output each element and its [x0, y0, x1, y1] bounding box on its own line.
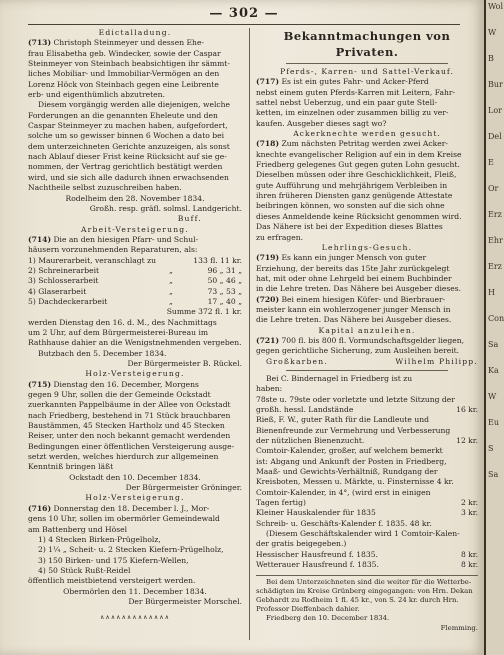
donation-line: schädigten im Kreise Grünberg eingegangen: von Hrn. Dekan: [256, 586, 473, 595]
wood-item: 2) 1¼ „ Scheit- u. 2 Stecken Kiefern-Prügelholz,: [38, 545, 224, 555]
book-note: (Diesem Geschäftskalender wird 1 Comtoir-Kalen-: [266, 529, 460, 539]
donation-line: Bei dem Unterzeichneten sind die weiter für die Wetterbe-: [266, 577, 472, 586]
notice-line: meister kann ein wohlerzogener junger Mensch in: [256, 304, 451, 314]
notice-line: zuerkannten Pappelbäume in der Allee von Ockstadt: [28, 400, 231, 410]
notice-line: liches Mobiliar- und Immobiliar-Vermögen an den: [28, 69, 220, 79]
notice-721: [256, 336, 478, 346]
notice-text: Donnerstag den 18. December l. J., Mor-: [53, 503, 210, 513]
notice-718: [256, 139, 478, 149]
page-header: [28, 6, 460, 25]
section-heading-arbeit-versteigerung: Arbeit-Versteigerung.: [81, 224, 189, 234]
notice-line: Bedingungen einer öffentlichen Versteigerung ausge-: [28, 441, 235, 451]
notice-line: Dieselben müssen oder ihre Geschicklichkeit, Fleiß,: [256, 170, 457, 180]
title-rule: [286, 63, 448, 64]
notice-date: Butzbach den 5. December 1834.: [38, 348, 167, 358]
donation-signature: Flemming.: [440, 623, 478, 632]
notice-line: erb- und eigenthümlich abzutreten.: [28, 90, 165, 100]
repair-item: [28, 256, 242, 266]
repair-label: 3) Schlosserarbeit: [28, 276, 99, 286]
book-item: [256, 550, 478, 560]
adjacent-page-fragment: Ka: [488, 366, 499, 375]
notice-signature: Wilhelm Philipp.: [395, 356, 478, 366]
notice-line: nommen, der Vertrag gerichtlich bestätigt werden: [28, 162, 223, 172]
notice-text: Dienstag den 16. December, Morgens: [53, 379, 199, 389]
section-heading-kapital: Kapital anzuleihen.: [318, 325, 416, 335]
book-price: 16 kr.: [456, 405, 478, 414]
notice-number: (713): [28, 38, 52, 48]
repair-amount: 17 „ 40 „: [207, 296, 242, 306]
right-column: [256, 28, 478, 633]
wood-item: 3) 150 Birken- und 175 Kiefern-Wellen,: [38, 555, 189, 565]
notice-line: um 2 Uhr, auf dem Bürgermeisterei-Bureau im: [28, 327, 209, 337]
column-divider: [249, 28, 250, 640]
repair-sum: Summe 372 fl. 1 kr.: [166, 307, 242, 317]
notice-number: (718): [256, 139, 280, 149]
adjacent-page-fragment: Con: [488, 314, 504, 323]
notice-line: Steinmeyer von Steinbach beabsichtigen ihr sämmt-: [28, 59, 230, 69]
notice-text: 700 fl. bis 800 fl. Vormundschaftsgelder liegen,: [281, 335, 465, 345]
repair-item: [28, 287, 242, 297]
donation-line: Gebhardt zu Rodheim 1 fl. 45 kr., von S. 24 kr. durch Hrn.: [256, 595, 459, 604]
notice-text: Zum nächsten Petritag werden zwei Acker-: [281, 139, 448, 149]
repair-item: [28, 276, 242, 286]
donation-line: Professor Dieffenbach dahier.: [256, 605, 360, 614]
repair-amount: 133 fl. 11 kr.: [193, 255, 242, 265]
notice-text: Es ist ein gutes Fahr- und Acker-Pferd: [281, 77, 429, 87]
notice-line: die Lehre treten. Das Nähere bei Ausgeber dieses.: [256, 315, 452, 325]
bookseller-intro: Bei C. Bindernagel in Friedberg ist zu: [266, 373, 413, 383]
notice-text: Die an den hiesigen Pfarr- und Schul-: [53, 234, 199, 244]
section-title-private-notices: Bekanntmachungen von Privaten.: [283, 29, 451, 59]
notice-line: haben:: [256, 384, 283, 394]
notice-line: Caspar Steinmeyer zu machen haben, aufgefordert,: [28, 121, 228, 131]
section-heading-ackerknechte: Ackerknechte werden gesucht.: [293, 129, 441, 139]
section-heading-holz-versteigerung: Holz-Versteigerung.: [85, 369, 185, 379]
notice-line: nach Ablauf dieser Frist keine Rücksicht auf sie ge-: [28, 152, 227, 162]
notice-number: (714): [28, 234, 52, 244]
notice-line: nach Friedberg, bestehend in 71 Stück brauchbaren: [28, 410, 231, 420]
notice-line: Diesem vorgängig werden alle diejenigen, welche: [38, 100, 231, 110]
notice-line: frau Elisabetha geb. Windecker, sowie der Caspar: [28, 48, 221, 58]
book-title: Kleiner Hauskalender für 1835: [256, 508, 376, 518]
repair-label: 4) Glaserarbeit: [28, 286, 87, 296]
notice-line: nebst einem guten Pferds-Karren mit Leitern, Fahr-: [256, 87, 456, 97]
notice-signature: Der Bürgermeister Morschel.: [128, 596, 242, 606]
notice-line: dieses Anmeldende keine Rücksicht genommen wird.: [256, 211, 462, 221]
adjacent-page-fragment: Del: [488, 132, 502, 141]
adjacent-page-fragment: S: [488, 444, 494, 453]
notice-line: in die Lehre treten. Das Nähere bei Ausgeber dieses.: [256, 284, 462, 294]
notice-line: ketten, im einzelnen oder zusammen billig zu ver-: [256, 108, 449, 118]
notice-line: Lorenz Höck von Steinbach gegen eine Leibrente: [28, 79, 219, 89]
book-item: [256, 436, 478, 446]
adjacent-page-fragment: B: [488, 54, 494, 63]
adjacent-page-fragment: Erz: [488, 262, 502, 271]
notice-text: Bei einem hiesigen Küfer- und Bierbrauer-: [281, 294, 446, 304]
book-note: der gratis beigegeben.): [256, 539, 347, 549]
ditto-mark: „: [169, 276, 173, 286]
wood-item: 1) 4 Stecken Birken-Prügelholz,: [38, 534, 161, 544]
adjacent-page-fragment: W: [488, 392, 497, 401]
repair-label: 1) Maurerarbeit, veranschlagt zu: [28, 255, 157, 265]
notice-line: am Battenberg und Hösel: [28, 524, 128, 534]
ditto-mark: „: [169, 265, 173, 275]
notice-line: werden Dienstag den 16. d. M., des Nachmittags: [28, 317, 217, 327]
notice-signature: Buff.: [177, 214, 202, 224]
book-item: [256, 498, 478, 508]
notice-signature: Der Bürgermeister B. Rückel.: [127, 359, 242, 368]
book-price: 12 kr.: [456, 436, 478, 446]
adjacent-page-fragment: Or: [488, 184, 499, 193]
notice-line: Forderungen an die genannten Eheleute und den: [28, 110, 218, 120]
notice-line: wird, und sie sich alle dadurch ihnen erwachsenden: [28, 172, 229, 182]
adjacent-page-fragment: Eu: [488, 418, 499, 427]
notice-line: Reiser, unter den noch bekannt gemacht werdenden: [28, 431, 231, 441]
notice-place: Großkarben.: [266, 356, 328, 366]
notice-716: [28, 504, 242, 514]
repair-item: [28, 266, 242, 276]
adjacent-page-fragment: Sa: [488, 470, 499, 479]
notice-date: Rodelheim den 28. November 1834.: [65, 193, 205, 203]
book-title: großh. hessl. Landstände: [256, 405, 354, 414]
notice-line: gute Aufführung und mehrjährigem Verbleiben in: [256, 180, 448, 190]
left-column: [28, 28, 242, 630]
book-title: Hessischer Hausfreund f. 1835.: [256, 549, 378, 559]
book-line: Bienenfreunde zur Vermehrung und Verbesserung: [256, 425, 451, 435]
notice-text: Es kann ein junger Mensch von guter: [281, 253, 427, 263]
notice-line: beibringen können, wo sonsten auf die sich ohne: [256, 201, 445, 211]
notice-line: häusern vorzunehmenden Reparaturen, als:: [28, 245, 198, 255]
adjacent-page-fragment: Bur: [488, 80, 503, 89]
adjacent-page-fragment: E: [488, 158, 494, 167]
book-title: Wetterauer Hausfreund f. 1835.: [256, 560, 379, 570]
notice-number: (715): [28, 379, 52, 389]
page-number: — 302 —: [209, 6, 279, 21]
adjacent-page-fragment: W: [488, 28, 497, 37]
book-title: Tagen fertig): [256, 498, 306, 508]
notice-line: gegen gerichtliche Sicherung, zum Ausleihen bereit.: [256, 346, 460, 356]
section-heading-lehrlings-gesuch: Lehrlings-Gesuch.: [321, 242, 413, 252]
notice-line: Friedberg gelegenes Gut gegen guten Lohn gesucht.: [256, 160, 460, 170]
notice-line: Nachtheile selbst zuzuschreiben haben.: [28, 183, 182, 193]
notice-line: gens 10 Uhr, sollen im obermörler Gemeindewald: [28, 514, 220, 524]
notice-line: sattel nebst Ueberzug, und ein paar gute Stell-: [256, 98, 438, 108]
notice-714: [28, 235, 242, 245]
notice-number: (720): [256, 294, 280, 304]
notice-line: kaufen. Ausgeber dieses sagt wo?: [256, 118, 387, 128]
notice-line: Kenntniß bringen läßt: [28, 462, 114, 472]
notice-line: Rathhause dahier an die Wenigstnehmenden vergeben.: [28, 338, 242, 348]
book-line: Comtoir-Kalender, in 4°, (wird erst in einigen: [256, 487, 431, 497]
book-line: Comtoir-Kalender, großer, auf welchem bemerkt: [256, 446, 443, 456]
notice-signature-row: [256, 357, 478, 367]
notice-line: gegen 9 Uhr, sollen die der Gemeinde Ockstadt: [28, 390, 211, 400]
wood-item: 4) 50 Stück Rußt-Reidel: [38, 565, 131, 575]
book-line: Schreib- u. Geschäfts-Kalender f. 1835. 48 kr.: [256, 518, 432, 528]
book-item: [256, 508, 478, 518]
section-heading-edictalladung: Edictalladung.: [98, 28, 172, 37]
book-line: Maaß- und Gewichts-Verhältniß, Rundgang der: [256, 467, 438, 477]
notice-line: zu erfragen.: [256, 232, 304, 242]
notice-signature: Der Bürgermeister Gröninger.: [125, 483, 242, 493]
book-price: 8 kr.: [460, 560, 478, 570]
book-item: [256, 560, 478, 570]
adjacent-page-fragment: Ehr: [488, 236, 503, 245]
adjacent-page-fragment: H: [488, 288, 495, 297]
donation-date: Friedberg den 10. December 1834.: [266, 614, 390, 623]
notice-719: [256, 253, 478, 263]
notice-text: Christoph Steinmeyer und dessen Ehe-: [53, 38, 205, 48]
separator-rule: [286, 370, 448, 371]
ditto-mark: „: [169, 296, 173, 306]
repair-label: 5) Dachdeckerarbeit: [28, 296, 108, 306]
notice-720: [256, 295, 478, 305]
notice-717: [256, 77, 478, 87]
book-line: Kreisboten, Messen u. Märkte, u. Finsternisse 4 kr.: [256, 477, 454, 487]
notice-date: Obermörlen den 11. December 1834.: [63, 586, 207, 596]
repair-amount: 73 „ 53 „: [207, 286, 242, 296]
notice-line: dem unterzeichneten Gerichte anzuzeigen, als sonst: [28, 141, 230, 151]
adjacent-page-edge: [484, 0, 504, 655]
end-ornament: ∧∧∧∧∧∧∧∧∧∧∧∧∧: [99, 614, 171, 622]
notice-715: [28, 380, 242, 390]
notice-date: Ockstadt den 10. December 1834.: [69, 472, 201, 482]
repair-amount: 96 „ 31 „: [207, 265, 242, 275]
notice-number: (719): [256, 253, 280, 263]
notice-line: Baustämmen, 45 Stecken Hartholz und 45 Stecken: [28, 421, 225, 431]
donation-note: [256, 575, 478, 633]
adjacent-page-fragment: Wol: [488, 2, 504, 11]
notice-line: öffentlich meistbietend versteigert werden.: [28, 576, 196, 586]
ditto-mark: „: [169, 286, 173, 296]
section-heading-pferds-verkauf: Pferds-, Karren- und Sattel-Verkauf.: [280, 67, 454, 76]
adjacent-page-fragment: Erz: [488, 210, 502, 219]
adjacent-page-fragment: Lor: [488, 106, 502, 115]
notice-court: Großh. resp. gräfl. solmsl. Landgericht.: [89, 203, 242, 213]
notice-number: (717): [256, 77, 280, 87]
book-item: [256, 405, 478, 415]
book-line: Rieß, F. W., guter Rath für die Landleute und: [256, 415, 429, 425]
notice-line: solche um so gewisser binnen 6 Wochen a dato bei: [28, 131, 225, 141]
section-heading-holz-versteigerung-2: Holz-Versteigerung.: [85, 493, 185, 503]
notice-line: knechte evangelischer Religion auf ein in dem Kreise: [256, 149, 462, 159]
book-price: 2 kr.: [460, 498, 478, 508]
book-line: ist: Abgang und Ankunft der Posten in Friedberg,: [256, 456, 447, 466]
notice-line: hat, mit oder ohne Lehrgeld bei einem Buchbinder: [256, 273, 452, 283]
notice-number: (716): [28, 503, 52, 513]
notice-line: setzt werden, welches hierdurch zur allgemeinen: [28, 452, 219, 462]
repair-amount: 50 „ 46 „: [207, 276, 242, 286]
notice-line: Das Nähere ist bei der Expedition dieses Blattes: [256, 222, 443, 232]
repair-item: [28, 297, 242, 307]
notice-number: (721): [256, 335, 280, 345]
book-price: 3 kr.: [460, 508, 478, 518]
repair-label: 2) Schreinerarbeit: [28, 265, 100, 275]
notice-line: Erziehung, der bereits das 15te Jahr zurückgelegt: [256, 263, 450, 273]
notice-line: ihren früheren Diensten ganz genügende Attestate: [256, 191, 453, 201]
adjacent-page-fragment: Sa: [488, 340, 499, 349]
book-line: 78ste u. 79ste oder vorletzte und letzte Sitzung der: [256, 394, 455, 404]
book-title: der nützlichen Bienenzucht.: [256, 436, 365, 446]
book-price: 8 kr.: [460, 549, 478, 559]
notice-713: [28, 38, 242, 48]
